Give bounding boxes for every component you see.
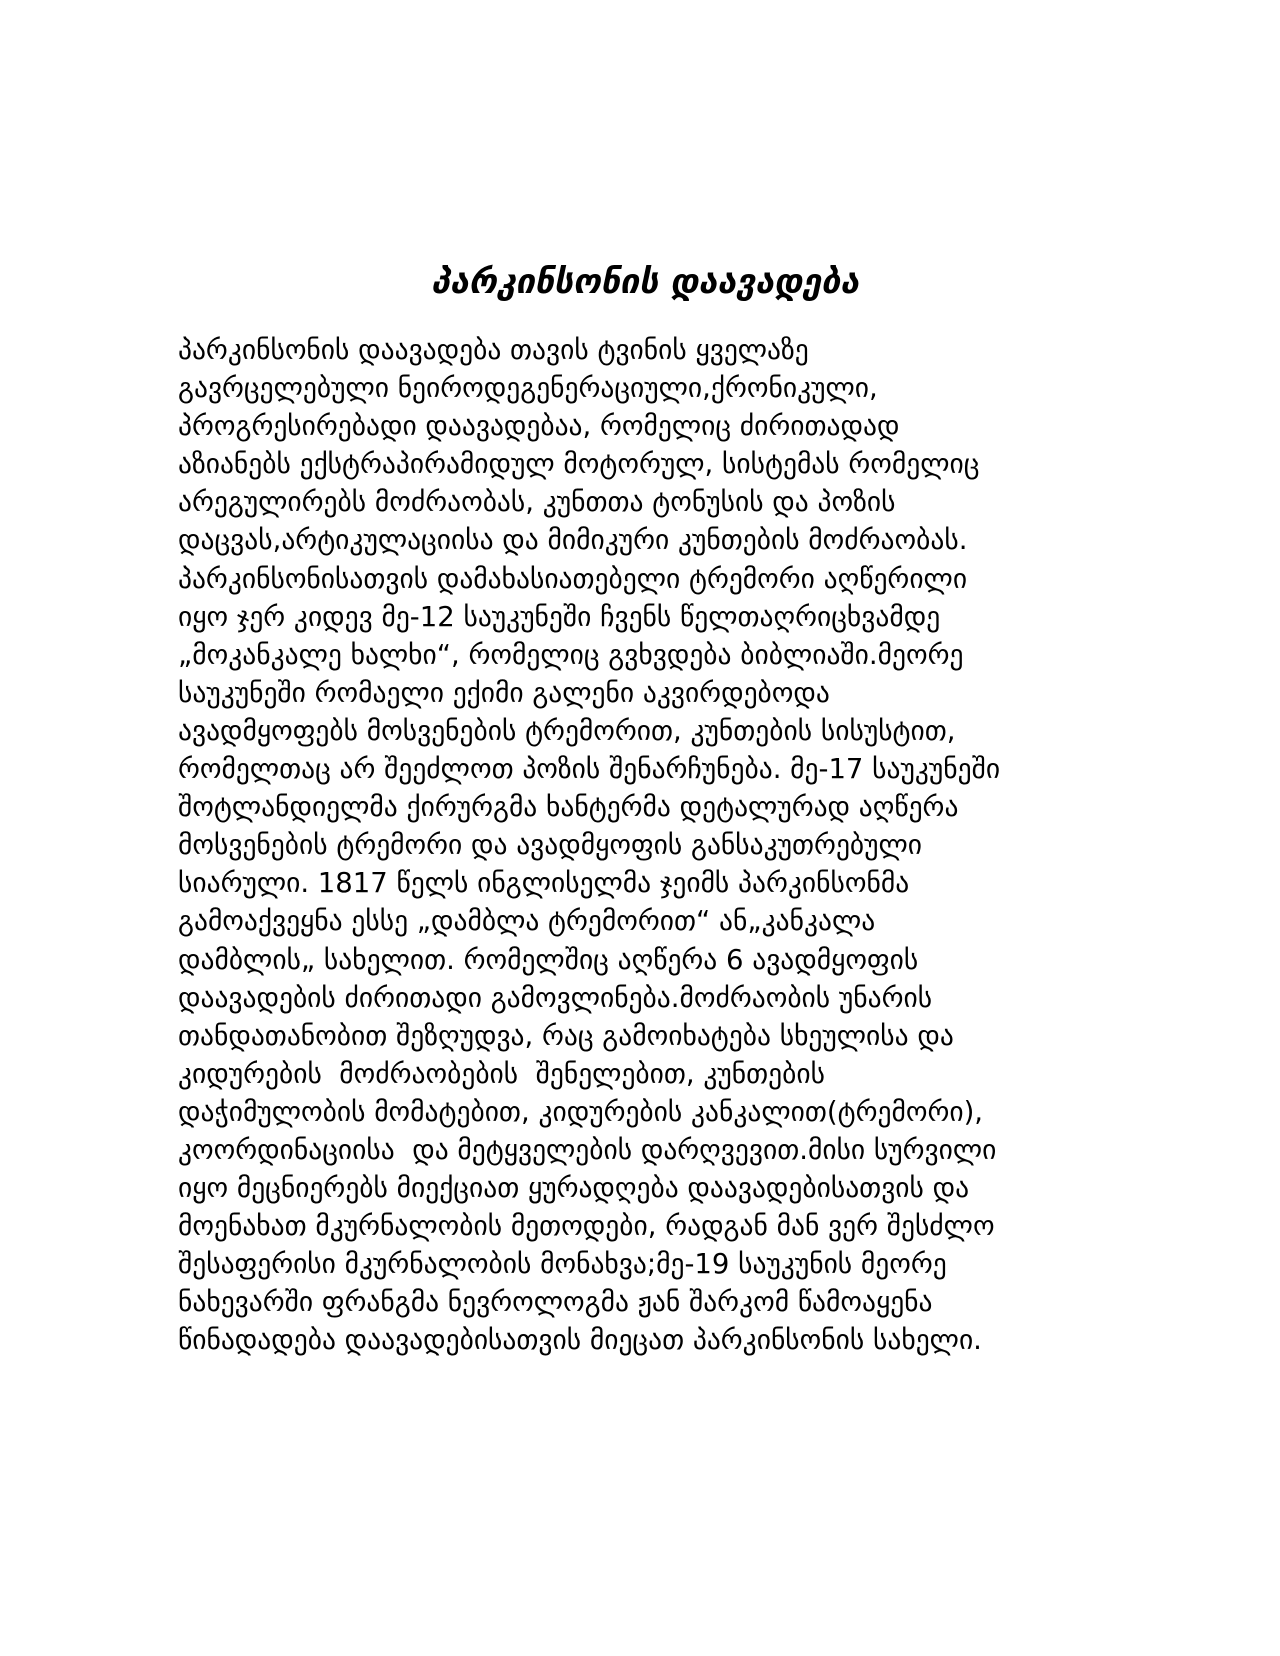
body-line: დაავადების ძირითადი გამოვლინება.მოძრაობის უნარის [178,981,933,1014]
body-line: იყო მეცნიერებს მიექციათ ყურადღება დაავადებისათვის და [178,1172,970,1205]
body-line: იყო ჯერ კიდევ მე-12 საუკუნეში ჩვენს წელთაღრიცხვამდე [178,600,941,633]
document-body [178,331,1258,1360]
body-line: დაცვას,არტიკულაციისა და მიმიკური კუნთების მოძრაობას. [178,524,968,557]
body-line: გამოაქვეყნა ესსე „დამბლა ტრემორით“ ან„კანკალა [178,905,876,938]
body-line: პარკინსონის დაავადება თავის ტვინის ყველაზე [178,334,809,366]
body-line: არეგულირებს მოძრაობას, კუნთთა ტონუსის და პოზის [178,486,896,519]
body-line: პროგრესირებადი დაავადებაა, რომელიც ძირითადად [178,410,900,443]
body-line: დაჭიმულობის მომატებით, კიდურების კანკალით(ტრემორი), [178,1095,984,1128]
body-line: წინადადება დაავადებისათვის მიეცათ პარკინსონის სახელი. [178,1324,982,1357]
body-line: კოორდინაციისა და მეტყველების დარღვევით.მისი სურვილი [178,1133,997,1166]
body-line: მოსვენების ტრემორი და ავადმყოფის განსაკუთრებული [178,829,923,862]
body-line: გავრცელებული ნეიროდეგენერაციული,ქრონიკული, [178,372,878,405]
body-line: თანდათანობით შეზღუდვა, რაც გამოიხატება სხეულისა და [178,1019,954,1052]
body-line: შოტლანდიელმა ქირურგმა ხანტერმა დეტალურად აღწერა [178,791,959,824]
body-line: პარკინსონისათვის დამახასიათებელი ტრემორი აღწერილი [178,562,968,595]
document-title: პარკინსონის დაავადება [431,262,859,302]
body-line: „მოკანკალე ხალხი“, რომელიც გვხვდება ბიბლიაში.მეორე [178,638,964,671]
body-line: აზიანებს ექსტრაპირამიდულ მოტორულ, სისტემას რომელიც [178,448,980,481]
body-line: შესაფერისი მკურნალობის მონახვა;მე-19 საუკუნის მეორე [178,1248,947,1281]
body-line: დამბლის„ სახელით. რომელშიც აღწერა 6 ავადმყოფის [178,943,919,976]
body-line: სიარული. 1817 წელს ინგლისელმა ჯეიმს პარკინსონმა [178,867,910,900]
body-line: საუკუნეში რომაელი ექიმი გალენი აკვირდებოდა [178,676,830,709]
body-line: კიდურების მოძრაობების შენელებით, კუნთების [178,1057,825,1090]
body-line: ავადმყოფებს მოსვენების ტრემორით, კუნთების სისუსტით, [178,714,956,747]
body-line: მოენახათ მკურნალობის მეთოდები, რადგან მან ვერ შესძლო [178,1210,995,1243]
body-line: ნახევარში ფრანგმა ნევროლოგმა ჟან შარკომ წამოაყენა [178,1286,933,1319]
body-line: რომელთაც არ შეეძლოთ პოზის შენარჩუნება. მე-17 საუკუნეში [178,753,1001,786]
